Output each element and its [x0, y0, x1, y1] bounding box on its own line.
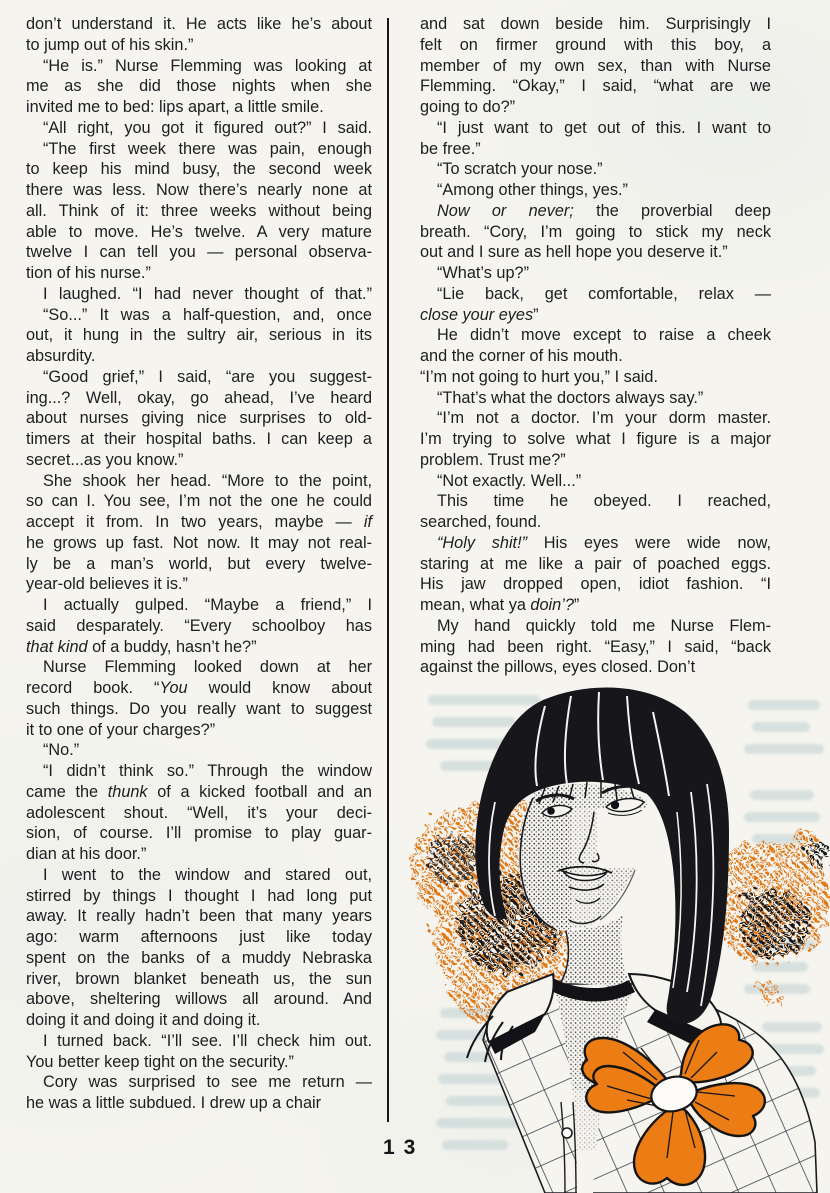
text-line: Now or never; the proverbial deep [437, 201, 771, 220]
text-line: said desparately. “Every schoolboy has [26, 616, 372, 635]
text-line: “He is.” Nurse Flemming was looking at [43, 56, 372, 75]
text-line: record book. “You would know about [26, 679, 372, 697]
text-line: ing...? Well, okay, go ahead, I’ve heard [26, 388, 372, 407]
text-line: She shook her head. “More to the point, [43, 471, 372, 490]
paragraph [26, 865, 372, 1031]
text-line: there was less. Now there’s nearly none at [26, 181, 372, 199]
paragraph [26, 595, 372, 657]
boy-portrait-illustration [395, 672, 830, 1193]
text-line: mean, what ya doin’?” [420, 596, 580, 614]
text-line: “To scratch your nose.” [437, 160, 603, 179]
text-line: and sat down beside him. Surprisingly I [420, 15, 771, 33]
text-line: away. It really hadn’t been that many years [26, 907, 372, 926]
paragraph [26, 56, 372, 118]
text-line: going to do?” [420, 98, 516, 116]
text-line: “I’m not a doctor. I’m your dorm master. [437, 409, 771, 428]
text-line: problem. Trust me?” [420, 450, 566, 469]
text-line: ming had been right. “Easy,” I said, “back [420, 637, 771, 656]
paragraph [420, 533, 771, 616]
text-line: “All right, you got it figured out?” I said. [43, 118, 372, 137]
text-line: about nurses giving nice surprises to old- [26, 409, 372, 428]
text-line: felt on firmer ground with this boy, a [420, 35, 771, 54]
text-line: invited me to bed: lips apart, a little smile. [26, 98, 324, 116]
text-line: dian at his door.” [26, 845, 147, 863]
paragraph [420, 408, 771, 470]
paragraph [420, 118, 771, 160]
text-line: out and I sure as hell hope you deserve it.” [420, 243, 728, 262]
text-line: I actually gulped. “Maybe a friend,” I [43, 596, 372, 614]
text-line: so can I. You see, I’m not the one he could [26, 492, 372, 511]
text-line: “Not exactly. Well...” [437, 471, 582, 490]
text-line: I laughed. “I had never thought of that.” [43, 284, 372, 303]
paragraph [420, 325, 771, 367]
paragraph [26, 471, 372, 596]
shirt-button [562, 1128, 572, 1138]
text-line: adolescent shout. “Well, it’s your deci- [26, 803, 372, 822]
paragraph [26, 284, 372, 305]
text-line: to keep his mind busy, the second week [26, 160, 372, 179]
column-divider [387, 18, 389, 1122]
text-line: to jump out of his skin.” [26, 35, 194, 54]
text-line: absurdity. [26, 347, 96, 365]
paragraph [420, 263, 771, 284]
text-line: that kind of a buddy, hasn’t he?” [26, 637, 257, 656]
text-line: twelve I can tell you — personal observa- [26, 243, 372, 262]
paragraph [26, 657, 372, 740]
text-line: member of my own sex, than with Nurse [420, 56, 771, 75]
text-line: it to one of your charges?” [26, 720, 216, 739]
paragraph [26, 761, 372, 865]
paragraph [26, 1031, 372, 1073]
text-line: spent on the banks of a muddy Nebraska [26, 948, 372, 967]
text-line: “That’s what the doctors always say.” [437, 388, 704, 407]
text-line: and the corner of his mouth. [420, 347, 623, 365]
text-line: Nurse Flemming looked down at her [43, 658, 372, 677]
paragraph [420, 201, 771, 263]
orange-spatter-right [713, 829, 830, 1001]
text-line: stirred by things I thought I had long put [26, 886, 372, 905]
text-line: “Holy shit!” His eyes were wide now, [437, 533, 771, 552]
text-line: Flemming. “Okay,” I said, “what are we [420, 77, 771, 96]
paragraph [26, 367, 372, 471]
paragraph [420, 14, 771, 118]
text-line: I’m trying to solve what I figure is a major [420, 430, 771, 448]
text-line: I turned back. “I’ll see. I’ll check him out. [43, 1031, 372, 1050]
paragraph [26, 139, 372, 284]
text-line: all. Think of it: three weeks without being [26, 201, 372, 220]
text-line: me as she did those nights when she [26, 77, 372, 96]
text-line: Cory was surprised to see me return — [43, 1073, 372, 1092]
text-line: “No.” [43, 741, 80, 760]
text-line: “Good grief,” I said, “are you suggest- [43, 367, 372, 386]
text-line: He didn’t move except to raise a cheek [437, 326, 771, 345]
paragraph [26, 118, 372, 139]
paragraph [26, 14, 372, 56]
text-line: secret...as you know.” [26, 450, 184, 469]
text-line: able to move. He’s twelve. A very mature [26, 222, 372, 241]
text-line: out, it hung in the sultry air, serious in its [26, 326, 372, 345]
text-line: against the pillows, eyes closed. Don’t [420, 658, 696, 677]
text-line: You better keep tight on the security.” [26, 1052, 294, 1071]
text-line: My hand quickly told me Nurse Flem- [437, 616, 771, 635]
right-text-column [420, 14, 771, 678]
paragraph [420, 616, 771, 678]
text-line: he was a little subdued. I drew up a chair [26, 1094, 322, 1112]
text-line: accept it from. In two years, maybe — if [26, 513, 372, 531]
text-line: be free.” [420, 139, 481, 158]
text-line: doing it and doing it and doing it. [26, 1011, 261, 1029]
paragraph [26, 740, 372, 761]
paragraph [420, 284, 771, 326]
text-line: above, sheltering willows all around. And [26, 990, 372, 1009]
paragraph [420, 388, 771, 409]
text-line: searched, found. [420, 513, 542, 531]
text-line: ago: warm afternoons just like today [26, 928, 372, 946]
text-line: “I’m not going to hurt you,” I said. [420, 367, 659, 386]
text-line: river, brown blanket beneath us, the sun [26, 969, 372, 988]
face [513, 768, 651, 932]
text-line: “I didn’t think so.” Through the window [43, 762, 372, 780]
text-line: “Lie back, get comfortable, relax — [437, 284, 771, 303]
page-number: 13 [383, 1136, 425, 1159]
text-line: His jaw dropped open, idiot fashion. “I [420, 575, 771, 594]
text-line: tion of his nurse.” [26, 264, 151, 282]
text-line: breath. “Cory, I’m going to stick my neck [420, 222, 771, 241]
text-line: “What’s up?” [437, 264, 529, 282]
text-line: This time he obeyed. I reached, [437, 492, 771, 511]
text-line: “The first week there was pain, enough [43, 139, 372, 158]
text-line: “So...” It was a half-question, and, once [43, 305, 372, 324]
text-line: he grows up fast. Not now. It may not real- [26, 533, 372, 552]
left-text-column [26, 14, 372, 1114]
text-line: timers at their hospital baths. I can keep a [26, 430, 372, 448]
text-line: don’t understand it. He acts like he’s about [26, 15, 372, 33]
text-line: came the thunk of a kicked football and an [26, 782, 372, 801]
text-line: “Among other things, yes.” [437, 181, 628, 199]
paragraph [420, 180, 771, 201]
paragraph [26, 1072, 372, 1114]
text-line: sion, of course. I’ll promise to play guar- [26, 824, 372, 843]
text-line: staring at me like a pair of poached eggs. [420, 554, 771, 573]
paragraph [420, 491, 771, 533]
text-line: close your eyes” [420, 305, 539, 324]
text-line: such things. Do you really want to suggest [26, 699, 372, 718]
text-line: ly be a man’s world, but every twelve- [26, 554, 372, 573]
text-line: I went to the window and stared out, [43, 865, 372, 884]
paragraph [26, 305, 372, 367]
text-line: year-old believes it is.” [26, 575, 188, 594]
paragraph [420, 367, 771, 388]
paragraph [420, 471, 771, 492]
paragraph [420, 159, 771, 180]
text-line: “I just want to get out of this. I want to [437, 118, 771, 137]
